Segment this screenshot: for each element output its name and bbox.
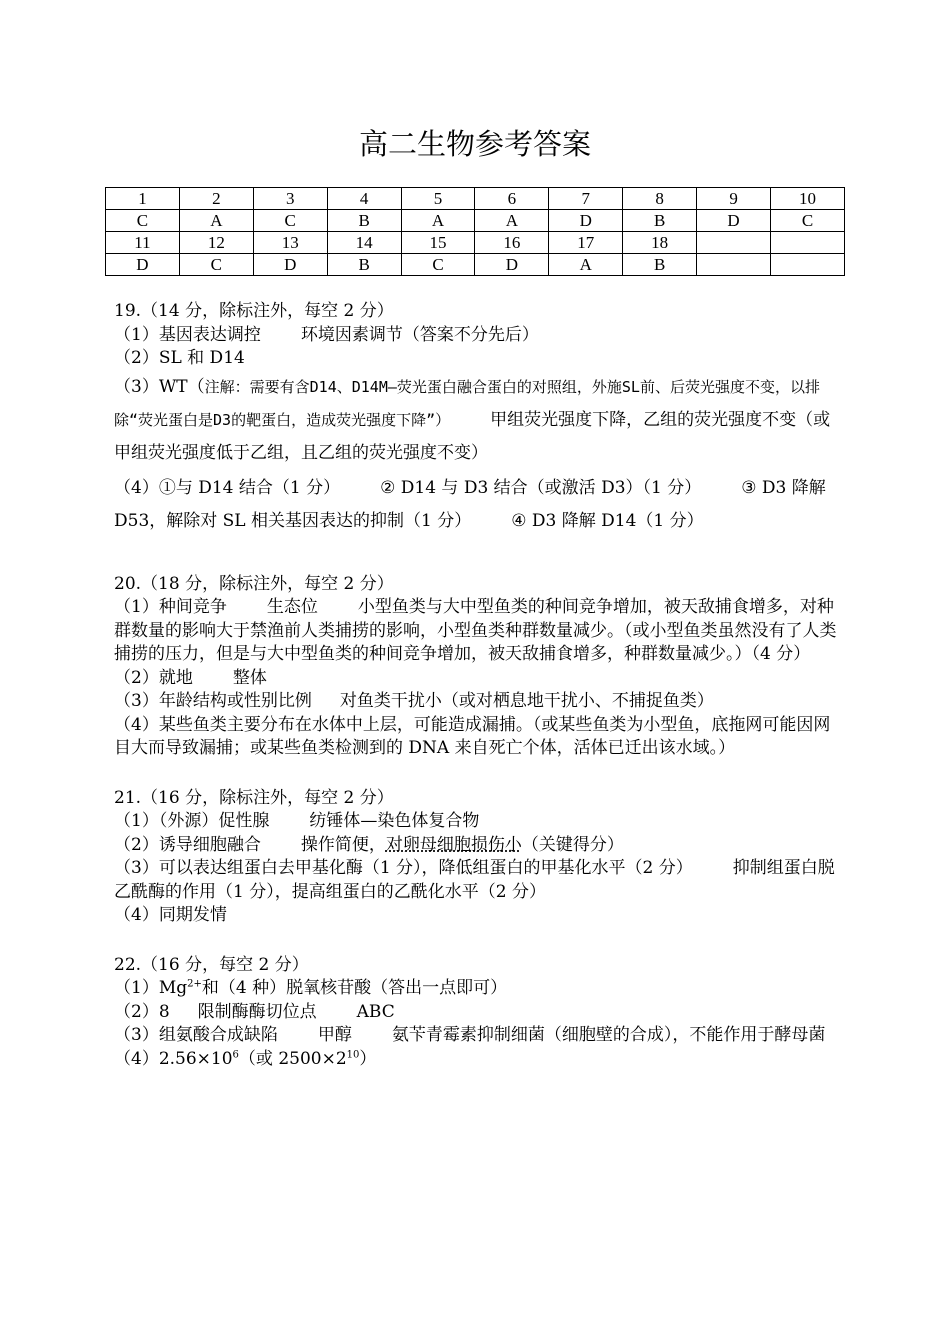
table-row: [106, 254, 845, 276]
table-cell: 12: [179, 232, 253, 254]
q21-3a: （3）可以表达组蛋白去甲基化酶（1 分），降低组蛋白的甲基化水平（2 分）: [114, 858, 693, 878]
q19-4c: ③ D3 降解 D53，解除对 SL 相关基因表达的抑制（1 分）: [114, 477, 826, 531]
answer-content: [114, 300, 839, 1071]
q20-line-4: （4）某些鱼类主要分布在水体中上层，可能造成漏捕。（或某些鱼类为小型鱼，底拖网可能因网目大而导致漏捕；或某些鱼类检测到的 DNA 来自死亡个体，活体已迁出该水域。）: [114, 714, 831, 758]
q22-4-sup2: 10: [346, 1048, 360, 1060]
table-cell: A: [179, 210, 253, 232]
q21-2d: （关键得分）: [521, 834, 624, 855]
q21-2c: 对卵母细胞损伤小: [385, 834, 522, 855]
q22-4-sup1: 6: [232, 1048, 239, 1060]
question-21: [114, 787, 839, 928]
table-cell: B: [327, 210, 401, 232]
q22-2a: （2）8: [114, 1001, 170, 1022]
table-cell: C: [253, 210, 327, 232]
q19-4a: （4）①与 D14 结合（1 分）: [114, 477, 341, 498]
q21-line-1: [114, 810, 839, 834]
q21-header: 21.（16 分，除标注外，每空 2 分）: [114, 787, 394, 808]
table-cell: B: [623, 254, 697, 276]
q20-3b: 对鱼类干扰小（或对栖息地干扰小、不捕捉鱼类）: [339, 691, 714, 711]
table-cell: B: [623, 210, 697, 232]
table-cell: A: [475, 210, 549, 232]
q19-1a: （1）基因表达调控: [114, 324, 261, 345]
table-cell: A: [549, 254, 623, 276]
table-cell: D: [253, 254, 327, 276]
table-cell: 5: [401, 188, 475, 210]
q21-line-3: [114, 857, 839, 904]
q22-line-2: [114, 1001, 839, 1025]
table-row: [106, 210, 845, 232]
q19-line-1: [114, 324, 839, 348]
table-cell: 15: [401, 232, 475, 254]
answer-table: [105, 187, 845, 276]
table-cell: D: [475, 254, 549, 276]
table-cell: C: [179, 254, 253, 276]
q19-3a: （3）WT（: [114, 376, 205, 397]
table-cell: 8: [623, 188, 697, 210]
table-cell: [771, 232, 845, 254]
q22-2b: 限制酶酶切位点: [197, 1001, 317, 1022]
q22-4a: （4）2.56×10: [114, 1048, 233, 1069]
table-cell: C: [771, 210, 845, 232]
table-cell: 4: [327, 188, 401, 210]
q22-3b: 甲醇: [317, 1025, 352, 1045]
table-cell: A: [401, 210, 475, 232]
q22-line-1: [114, 977, 839, 1001]
table-cell: D: [549, 210, 623, 232]
q22-2c: ABC: [356, 1001, 395, 1022]
question-19: [114, 300, 839, 538]
q20-1b: 生态位: [266, 597, 318, 617]
q19-header: 19.（14 分，除标注外，每空 2 分）: [114, 301, 394, 321]
table-cell: D: [697, 210, 771, 232]
q22-3a: （3）组氨酸合成缺陷: [114, 1025, 278, 1045]
table-cell: 6: [475, 188, 549, 210]
table-cell: 7: [549, 188, 623, 210]
q22-line-4: [114, 1048, 839, 1072]
table-cell: 10: [771, 188, 845, 210]
q22-line-3: [114, 1024, 839, 1048]
q21-1a: （1）（外源）促性腺: [114, 811, 270, 831]
q20-line-3: [114, 690, 839, 714]
table-cell: [697, 232, 771, 254]
q20-line-1: [114, 596, 839, 667]
q19-line-2: （2）SL 和 D14: [114, 348, 245, 368]
q19-4d: ④ D3 降解 D14（1 分）: [511, 510, 704, 531]
table-cell: 3: [253, 188, 327, 210]
table-cell: B: [327, 254, 401, 276]
table-cell: C: [401, 254, 475, 276]
q19-1b: 环境因素调节（答案不分先后）: [300, 324, 539, 345]
q20-header: 20.（18 分，除标注外，每空 2 分）: [114, 573, 394, 594]
q21-line-4: （4）同期发情: [114, 905, 227, 925]
q20-line-2: [114, 667, 839, 691]
table-cell: 11: [106, 232, 180, 254]
q21-3b: 抑制组蛋白脱乙酰酶的作用（1 分），提高组蛋白的乙酰化水平（2 分）: [114, 858, 835, 902]
q20-2a: （2）就地: [114, 667, 193, 688]
page-title: 高二生物参考答案: [358, 127, 591, 161]
table-cell: [771, 254, 845, 276]
table-cell: 18: [623, 232, 697, 254]
q19-3-note: 注解：需要有含D14、D14M—荧光蛋白融合蛋白的对照组，外施SL前、后荧光强度不变，以排除“荧光蛋白是D3的靶蛋白，造成荧光强度下降”）: [114, 377, 820, 429]
q22-3c: 氨苄青霉素抑制细菌（细胞壁的合成），不能作用于酵母菌: [391, 1025, 826, 1045]
table-cell: [697, 254, 771, 276]
table-cell: 16: [475, 232, 549, 254]
table-row: [106, 232, 845, 254]
q20-1a: （1）种间竞争: [114, 597, 227, 617]
question-20: [114, 573, 839, 761]
q20-1c: 小型鱼类与大中型鱼类的种间竞争增加，被天敌捕食增多，对种群数量的影响大于禁渔前人类捕捞的影响，小型鱼类种群数量减少。（或小型鱼类虽然没有了人类捕捞的压力，但是与大中型鱼类的种间竞争增加，被天敌捕食增多，种群数量减少。）（4 分）: [114, 597, 837, 664]
q21-line-2: [114, 834, 839, 858]
q21-1b: 纺锤体—染色体复合物: [309, 811, 480, 831]
table-cell: 13: [253, 232, 327, 254]
table-cell: 14: [327, 232, 401, 254]
table-cell: 2: [179, 188, 253, 210]
table-row: [106, 188, 845, 210]
q19-4b: ② D14 与 D3 结合（或激活 D3）（1 分）: [380, 477, 702, 498]
q22-4c: ）: [359, 1048, 377, 1069]
q19-line-3: [114, 371, 839, 470]
question-22: [114, 954, 839, 1072]
table-cell: D: [106, 254, 180, 276]
table-cell: 17: [549, 232, 623, 254]
table-cell: C: [106, 210, 180, 232]
q21-2a: （2）诱导细胞融合: [114, 834, 261, 855]
q22-header: 22.（16 分，每空 2 分）: [114, 954, 309, 975]
q19-line-4: [114, 472, 839, 538]
table-cell: 1: [106, 188, 180, 210]
q21-2b: 操作简便，: [300, 834, 386, 855]
q20-3a: （3）年龄结构或性别比例: [114, 691, 312, 711]
q20-2b: 整体: [232, 667, 267, 688]
q22-1a: （1）Mg: [114, 978, 188, 998]
table-cell: 9: [697, 188, 771, 210]
q22-1-sup: 2+: [187, 978, 202, 990]
q19-3b: 甲组荧光强度下降，乙组的荧光强度不变（或甲组荧光强度低于乙组，且乙组的荧光强度不变）: [114, 409, 831, 463]
q22-4b: （或 2500×2: [238, 1048, 347, 1069]
q22-1b: 和（4 种）脱氧核苷酸（答出一点即可）: [201, 978, 508, 998]
